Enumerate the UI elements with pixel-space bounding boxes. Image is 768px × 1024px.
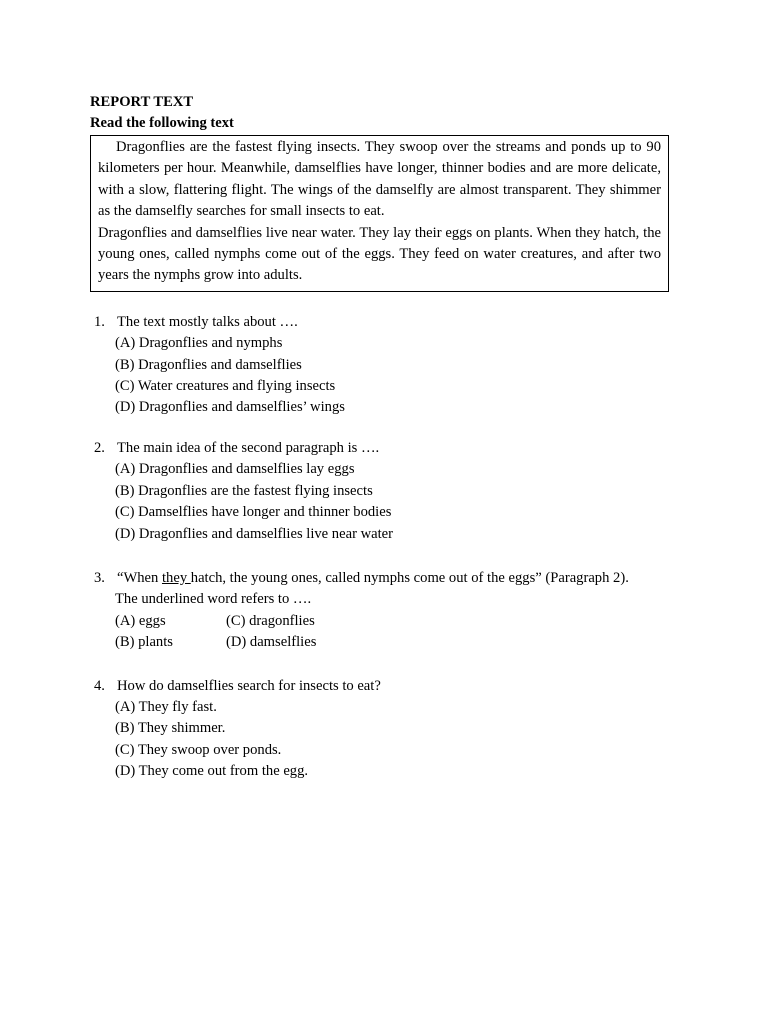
reading-passage-box (90, 135, 669, 292)
option-d: (D) They come out from the egg. (115, 763, 309, 780)
question-number: 3. (94, 569, 105, 586)
option-a: (A) Dragonflies and damselflies lay eggs (115, 461, 355, 478)
question-stem-start: “When (117, 569, 162, 586)
question-list (90, 312, 670, 783)
document-page (90, 92, 670, 802)
instruction-text: Read the following text (90, 115, 234, 131)
option-c: (C) Water creatures and flying insects (115, 378, 336, 395)
option-a: (A) Dragonflies and nymphs (115, 335, 283, 352)
option-b: (B) plants (115, 634, 173, 651)
question-stem: How do damselflies search for insects to eat? (117, 677, 381, 694)
question-4 (90, 676, 670, 783)
document-title: REPORT TEXT (90, 94, 194, 110)
question-number: 4. (94, 677, 105, 694)
option-b: (B) Dragonflies and damselflies (115, 356, 302, 373)
option-b: (B) They shimmer. (115, 720, 226, 737)
option-d: (D) Dragonflies and damselflies’ wings (115, 399, 345, 416)
question-number: 1. (94, 313, 105, 330)
option-a: (A) They fly fast. (115, 698, 217, 715)
question-1 (90, 312, 670, 419)
question-stem: The main idea of the second paragraph is …. (117, 439, 380, 456)
option-c: (C) Damselflies have longer and thinner bodies (115, 504, 392, 521)
passage-paragraph-2: Dragonflies and damselflies live near water. They lay their eggs on plants. When they hatch, the young ones, called nymphs come out of the eggs. They feed on water creatures, and after two years the nymphs grow into adults. (98, 224, 661, 284)
question-3 (90, 568, 670, 654)
question-stem: The text mostly talks about …. (117, 313, 298, 330)
question-stem-line-2: The underlined word refers to …. (115, 591, 312, 608)
question-2 (90, 438, 670, 545)
option-c: (C) dragonflies (226, 612, 315, 629)
question-stem-end: hatch, the young ones, called nymphs come out of the eggs” (Paragraph 2). (190, 569, 629, 586)
option-b: (B) Dragonflies are the fastest flying insects (115, 482, 373, 499)
option-a: (A) eggs (115, 612, 166, 629)
option-c: (C) They swoop over ponds. (115, 741, 282, 758)
option-d: (D) damselflies (226, 634, 317, 651)
option-d: (D) Dragonflies and damselflies live near water (115, 525, 393, 542)
passage-paragraph-1: Dragonflies are the fastest flying insects. They swoop over the streams and ponds up to 90 kilometers per hour. Meanwhile, damselflies have longer, thinner bodies and are more delicate, with a slow, flattering flight. The wings of the damselfly are almost transparent. They shimmer as the damselfly searches for small insects to eat. (98, 139, 661, 220)
underlined-word: they (161, 569, 191, 586)
question-number: 2. (94, 439, 105, 456)
